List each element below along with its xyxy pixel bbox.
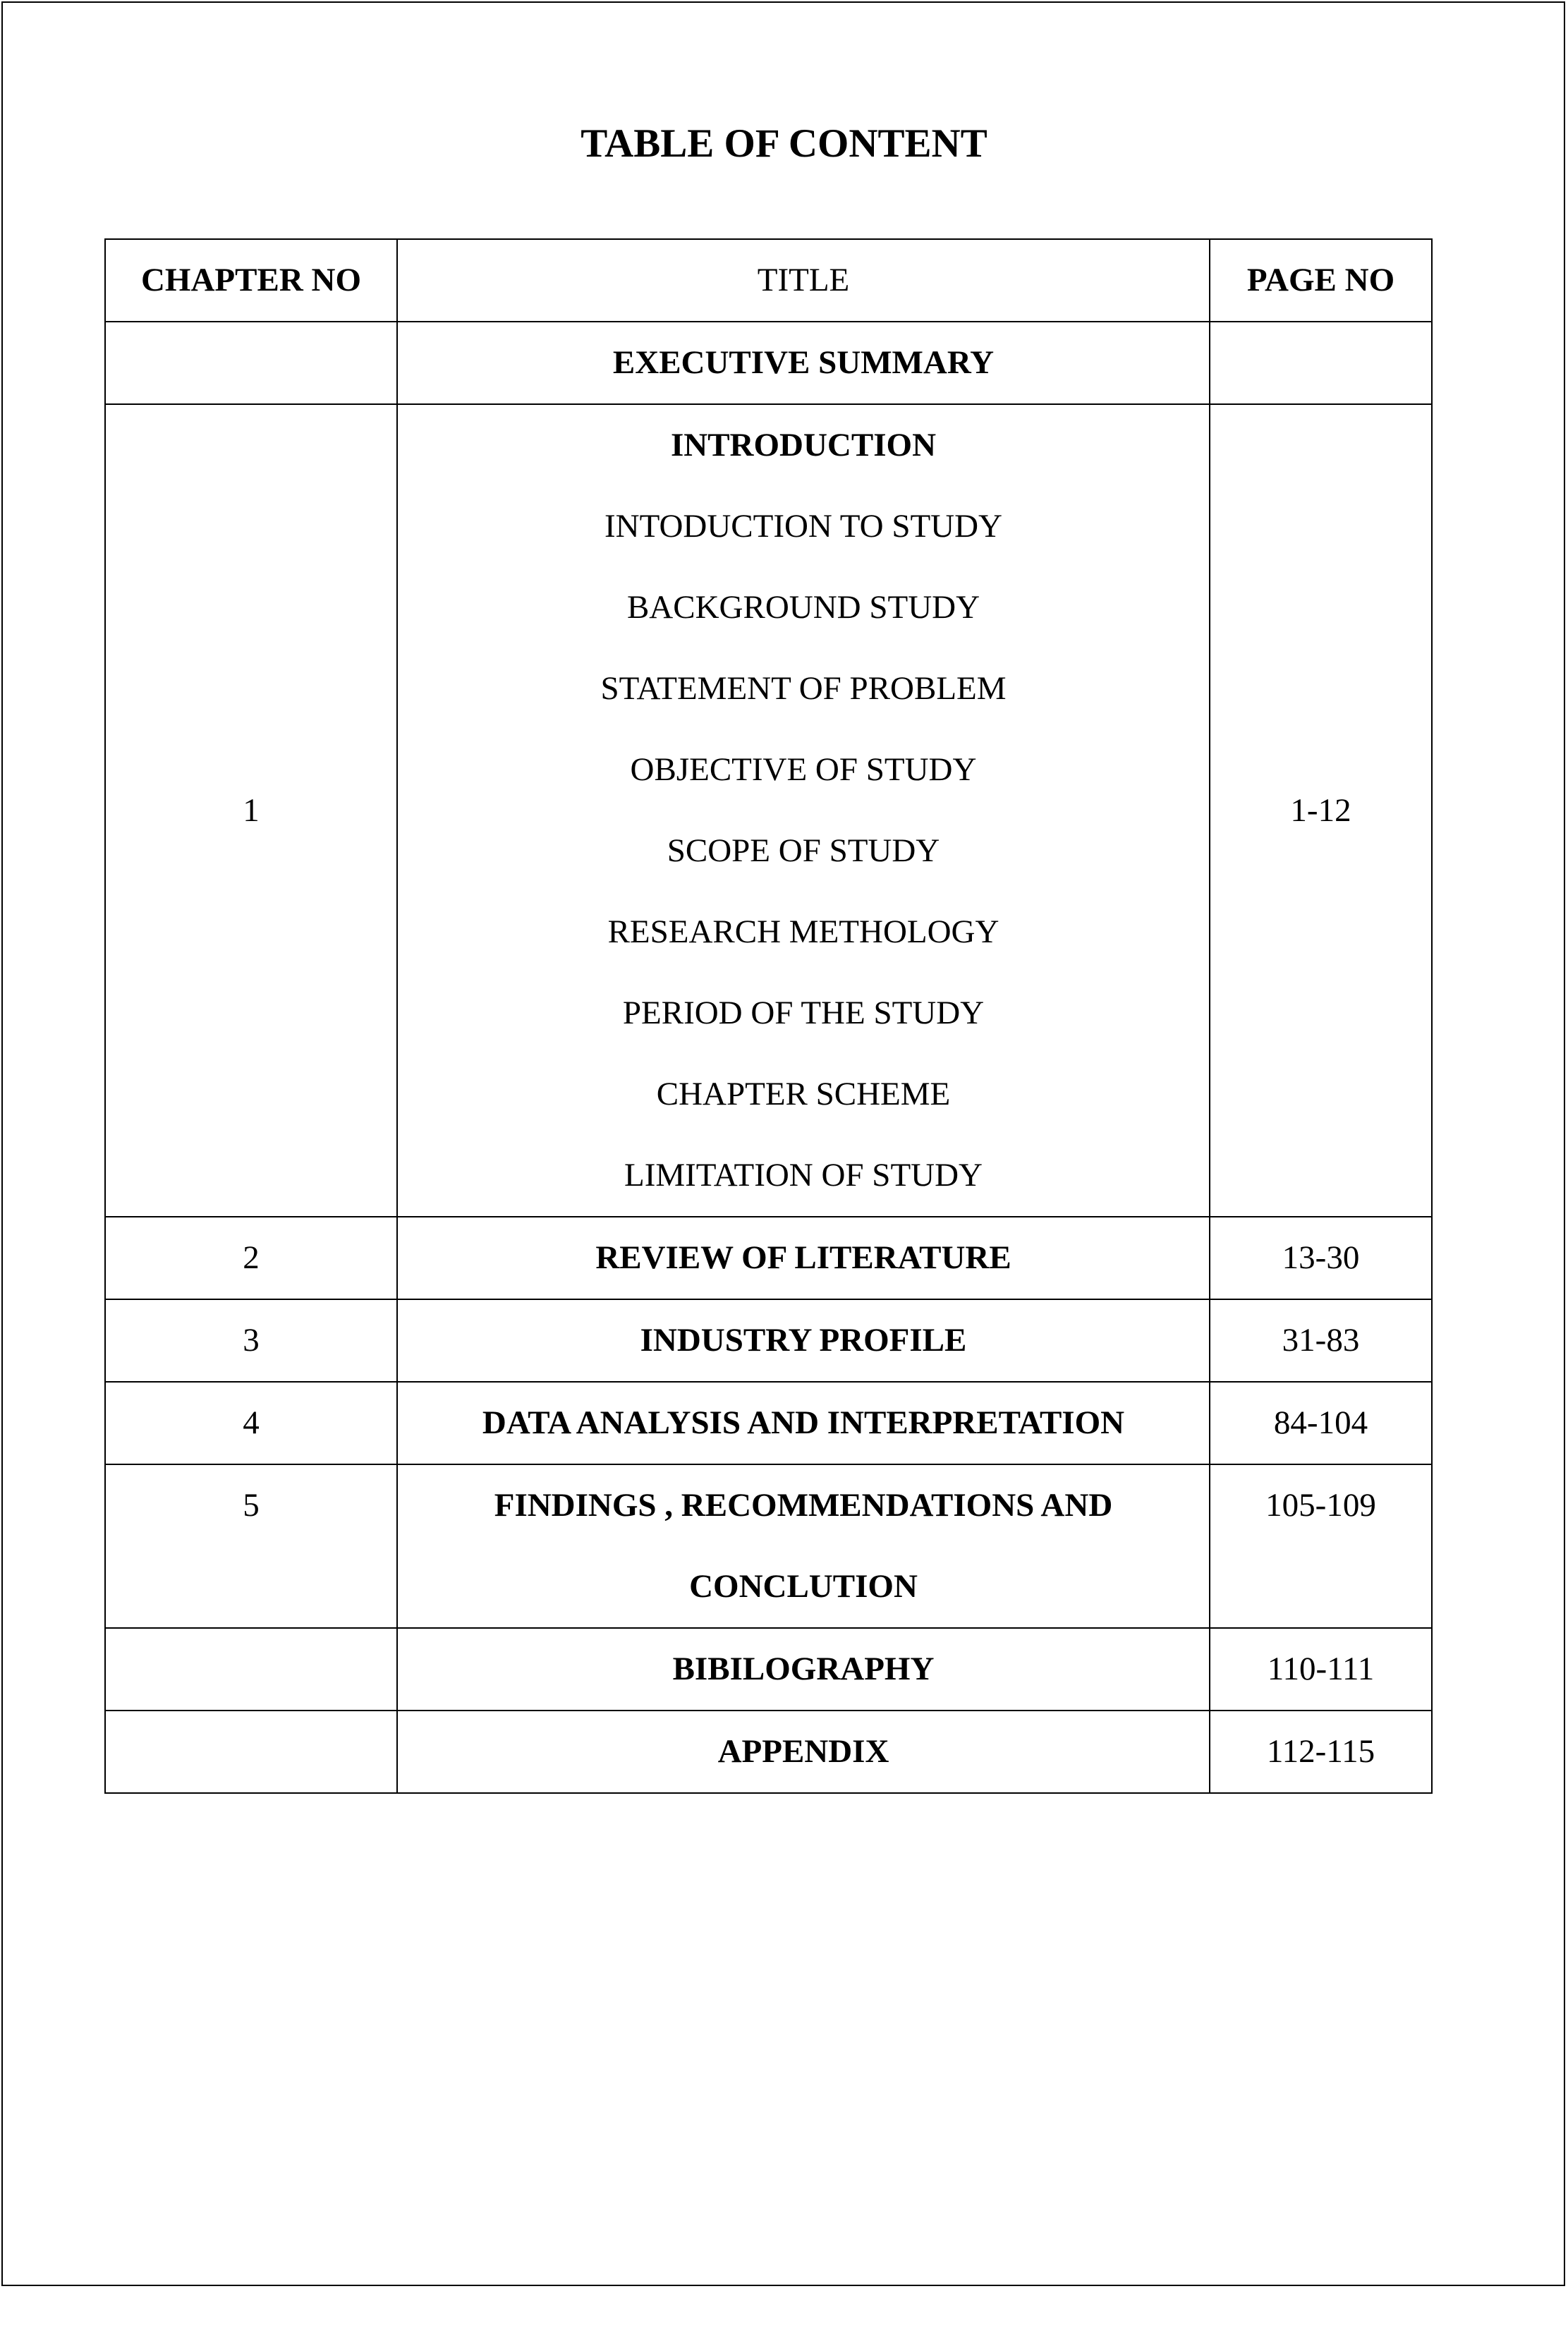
page-cell: [1210, 322, 1432, 404]
table-row: [105, 322, 1432, 404]
chapter-cell: 2: [105, 1217, 397, 1299]
table-row: [105, 1382, 1432, 1464]
header-chapter-no: CHAPTER NO: [105, 239, 397, 322]
title-cell: DATA ANALYSIS AND INTERPRETATION: [397, 1382, 1210, 1464]
toc-table: [104, 238, 1433, 1794]
chapter-cell: [105, 1711, 397, 1793]
title-cell: BIBILOGRAPHY: [397, 1628, 1210, 1711]
chapter-cell: 4: [105, 1382, 397, 1464]
page-cell: 13-30: [1210, 1217, 1432, 1299]
title-line: CONCLUTION: [689, 1568, 918, 1605]
page-cell: 84-104: [1210, 1382, 1432, 1464]
subtopic: PERIOD OF THE STUDY: [622, 995, 985, 1031]
subtopic: SCOPE OF STUDY: [667, 832, 940, 869]
page-title: TABLE OF CONTENT: [581, 121, 987, 166]
table-header-row: [105, 239, 1432, 322]
page-cell: 112-115: [1210, 1711, 1432, 1793]
subtopic: RESEARCH METHOLOGY: [607, 913, 999, 950]
chapter-cell: 3: [105, 1299, 397, 1382]
title-cell: APPENDIX: [397, 1711, 1210, 1793]
title-cell: INDUSTRY PROFILE: [397, 1299, 1210, 1382]
subtopic: STATEMENT OF PROBLEM: [600, 670, 1007, 707]
table-row: [105, 1711, 1432, 1793]
header-page-no: PAGE NO: [1210, 239, 1432, 322]
page-cell: 31-83: [1210, 1299, 1432, 1382]
table-row: [105, 1299, 1432, 1382]
title-cell: REVIEW OF LITERATURE: [397, 1217, 1210, 1299]
page-cell: 1-12: [1210, 404, 1432, 1217]
chapter-cell: 5: [105, 1464, 397, 1628]
page-cell: 105-109: [1210, 1464, 1432, 1628]
title-cell: EXECUTIVE SUMMARY: [397, 322, 1210, 404]
subtopic: LIMITATION OF STUDY: [624, 1157, 983, 1193]
header-title: TITLE: [397, 239, 1210, 322]
subtopic: CHAPTER SCHEME: [656, 1076, 951, 1112]
chapter-cell: 1: [105, 404, 397, 1217]
subtopic: INTODUCTION TO STUDY: [604, 508, 1002, 545]
subtopic: BACKGROUND STUDY: [626, 589, 980, 626]
title-cell: [397, 1464, 1210, 1628]
table-row: [105, 404, 1432, 1217]
page-cell: 110-111: [1210, 1628, 1432, 1711]
table-row: [105, 1217, 1432, 1299]
table-row: [105, 1628, 1432, 1711]
chapter-cell: [105, 1628, 397, 1711]
title-cell: [397, 404, 1210, 1217]
chapter-heading: INTRODUCTION: [670, 427, 937, 463]
title-line: FINDINGS , RECOMMENDATIONS AND: [494, 1487, 1113, 1524]
subtopic: OBJECTIVE OF STUDY: [630, 751, 977, 788]
chapter-cell: [105, 322, 397, 404]
table-row: [105, 1464, 1432, 1628]
